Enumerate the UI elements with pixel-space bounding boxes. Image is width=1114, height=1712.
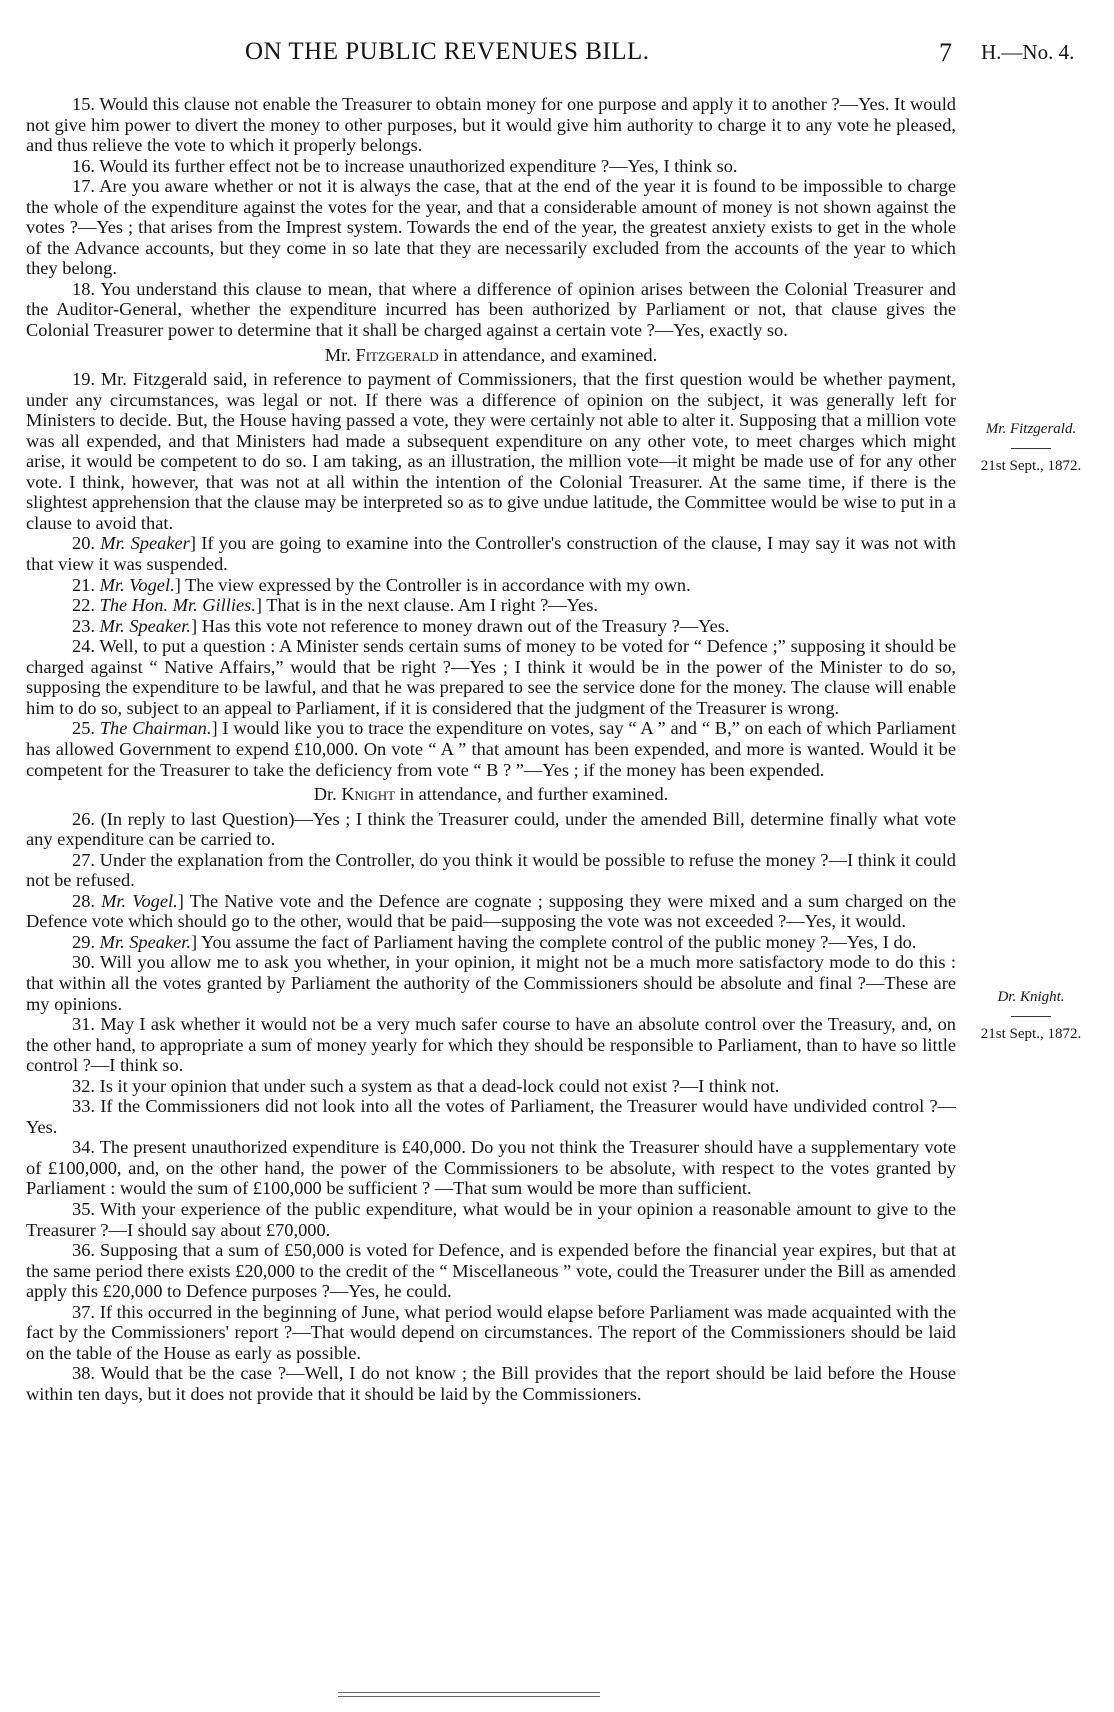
witness-title: Dr. [313, 784, 342, 805]
margin-note-fitzgerald [964, 420, 1098, 476]
page-number: 7 [939, 38, 952, 67]
question-paragraph [26, 575, 956, 596]
margin-date: 21st Sept., 1872. [980, 1026, 1082, 1042]
question-text: ] You assume the fact of Parliament having the complete control of the public money ?—Yes, I do. [191, 931, 917, 952]
question-paragraph: 26. (In reply to last Question)—Yes ; I think the Treasurer could, under the amended Bill, determine finally what vote any expenditure can be carried to. [26, 808, 956, 850]
question-paragraph: 16. Would its further effect not be to increase unauthorized expenditure ?—Yes, I think so. [72, 155, 738, 176]
witness-heading [26, 345, 956, 366]
question-paragraph: 35. With your experience of the public expenditure, what would be in your opinion a reasonable amount to give to the Treasurer ?—I should say about £70,000. [26, 1198, 956, 1240]
question-paragraph [26, 932, 956, 953]
witness-heading-text: in attendance, and examined. [438, 344, 658, 365]
question-number: 23. [72, 615, 100, 636]
witness-name: Knight [341, 784, 396, 805]
speaker-name: Mr. Vogel. [101, 890, 178, 911]
speaker-name: Mr. Vogel. [99, 574, 175, 595]
question-text: ] That is in the next clause. Am I right ?—Yes. [255, 595, 598, 616]
question-text: ] I would like you to trace the expenditure on votes, say “ A ” and “ B,” on each of which Parliament has allowed Government to expend £10,000. On vote “ A ” that amount has been expended, and more is wanted. Would it be competent for the Treasurer to take the deficiency from vote “ B ? ”—Yes ; if the money has been expended. [26, 718, 956, 780]
running-header [0, 38, 1114, 72]
margin-witness-name: Dr. Knight. [997, 989, 1065, 1005]
question-paragraph: 31. May I ask whether it would not be a very much safer course to have an absolute control over the Treasury, and, on the other hand, to appropriate a sum of money yearly for which they should be responsible to Parliament, than to have so little control ?—I think so. [26, 1014, 956, 1076]
question-number: 25. [72, 718, 100, 739]
question-text: ] The view expressed by the Controller is in accordance with my own. [174, 574, 691, 595]
question-paragraph: 18. You understand this clause to mean, that where a difference of opinion arises between the Colonial Treasurer and the Auditor-General, whether the expenditure incurred has been authorized by Parliament or not, that clause gives the Colonial Treasurer power to determine that it shall be charged against a certain vote ?—Yes, exactly so. [26, 278, 956, 341]
margin-rule [1011, 448, 1051, 449]
margin-date: 21st Sept., 1872. [980, 458, 1082, 474]
question-number: 20. [72, 533, 101, 554]
question-text: ] If you are going to examine into the Controller's construction of the clause, I may say it was not with that view it was suspended. [26, 533, 956, 575]
question-paragraph: 33. If the Commissioners did not look into all the votes of Parliament, the Treasurer would have undivided control ?—Yes. [26, 1096, 956, 1137]
witness-heading-text: in attendance, and further examined. [395, 784, 669, 805]
evidence-body [26, 94, 956, 1404]
question-paragraph: 17. Are you aware whether or not it is always the case, that at the end of the year it is found to be impossible to charge the whole of the expenditure against the votes for the year, and that a considerable amount of money is not shown against the votes ?—Yes ; that arises from the Imprest system. Towards the end of the year, the greatest anxiety exists to get in the whole of the Advance accounts, but they come in so late that they are necessarily excluded from the accounts of the year to which they belong. [26, 176, 956, 279]
question-paragraph: 34. The present unauthorized expenditure is £40,000. Do you not think the Treasurer should have a supplementary vote of £100,000, and, on the other hand, the power of the Commissioners to be absolute, with respect to the votes granted by Parliament : would the sum of £100,000 be sufficient ? —That sum would be more than sufficient. [26, 1137, 956, 1199]
witness-name: Fitzgerald [355, 344, 439, 365]
question-paragraph: 15. Would this clause not enable the Treasurer to obtain money for one purpose and apply it to another ?—Yes. It would not give him power to divert the money to other purposes, but it would give him authority to charge it to any vote he pleased, and thus relieve the vote to which it properly belongs. [26, 94, 956, 156]
question-number: 22. [72, 595, 100, 616]
question-paragraph: 36. Supposing that a sum of £50,000 is voted for Defence, and is expended before the financial year expires, but that at the same period there exists £20,000 to the credit of the “ Miscellaneous ” vote, could the Treasurer under the Bill as amended apply this £20,000 to Defence purposes ?—Yes, he could. [26, 1240, 956, 1302]
question-paragraph: 30. Will you allow me to ask you whether, in your opinion, it might not be a much more satisfactory mode to do this : that within all the votes granted by Parliament the authority of the Commissioners should be absolute and final ?—These are my opinions. [26, 952, 956, 1014]
question-paragraph: 19. Mr. Fitzgerald said, in reference to payment of Commissioners, that the first question would be whether payment, under any circumstances, was legal or not. If there was a difference of opinion on the subject, it was generally left for Ministers to decide. But, the House having passed a vote, they were certainly not able to alter it. Supposing that a million vote was all expended, and that Ministers had made a subsequent expenditure on any other vote, to meet charges which might arise, it would be competent to do so. I am taking, as an illustration, the million vote—it might be made use of for any other vote. I think, however, that was not at all within the intention of the Colonial Treasurer. At the same time, if there is the slightest apprehension that the clause may be interpreted so as to give undue latitude, the Committee would be wise to put in a clause to avoid that. [26, 369, 956, 533]
speaker-name: The Hon. Mr. Gillies. [99, 595, 256, 616]
question-paragraph [26, 718, 956, 780]
speaker-name: The Chairman. [99, 718, 212, 739]
question-paragraph: 37. If this occurred in the beginning of June, what period would elapse before Parliament was made acquainted with the fact by the Commissioners' report ?—That would depend on circumstances. The report of the Commissioners should be laid on the table of the House as early as possible. [26, 1301, 956, 1363]
speaker-name: Mr. Speaker [100, 533, 190, 554]
running-title: ON THE PUBLIC REVENUES BILL. [245, 38, 650, 65]
margin-witness-name: Mr. Fitzgerald. [985, 421, 1077, 437]
question-paragraph: 27. Under the explanation from the Controller, do you think it would be possible to refuse the money ?—I think it could not be refused. [26, 849, 956, 891]
speaker-name: Mr. Speaker. [99, 931, 192, 952]
question-number: 21. [72, 574, 100, 595]
question-paragraph [26, 891, 956, 932]
margin-note-knight [964, 988, 1098, 1044]
question-number: 29. [72, 931, 100, 952]
question-paragraph [26, 595, 956, 616]
witness-title: Mr. [324, 344, 356, 365]
question-paragraph [26, 533, 956, 574]
witness-heading [26, 784, 956, 805]
question-paragraph: 32. Is it your opinion that under such a system as that a dead-lock could not exist ?—I think not. [72, 1075, 780, 1096]
question-paragraph [26, 616, 956, 637]
question-number: 28. [72, 890, 102, 911]
question-paragraph: 24. Well, to put a question : A Minister sends certain sums of money to be voted for “ Defence ;” supposing it should be charged against “ Native Affairs,” would that be right ?—Yes ; I think it would be in the power of the Minister to do so, supposing the expenditure to be lawful, and that he was prepared to see the service done for the money. The clause will enable him to do so, subject to an appeal to Parliament, if it is considered that the judgment of the Treasurer is wrong. [26, 636, 956, 718]
question-paragraph: 38. Would that be the case ?—Well, I do not know ; the Bill provides that the report should be laid before the House within ten days, but it does not provide that it should be laid by the Commissioners. [26, 1363, 956, 1404]
paper-reference: H.—No. 4. [981, 40, 1075, 64]
question-text: ] Has this vote not reference to money drawn out of the Treasury ?—Yes. [191, 615, 730, 636]
end-rule [338, 1692, 600, 1697]
question-text: ] The Native vote and the Defence are cognate ; supposing they were mixed and a sum charged on the Defence vote which should go to the other, would that be paid—supposing the vote was not exceeded ?—Yes, it would. [26, 890, 956, 932]
margin-rule [1011, 1016, 1051, 1017]
speaker-name: Mr. Speaker. [99, 615, 192, 636]
